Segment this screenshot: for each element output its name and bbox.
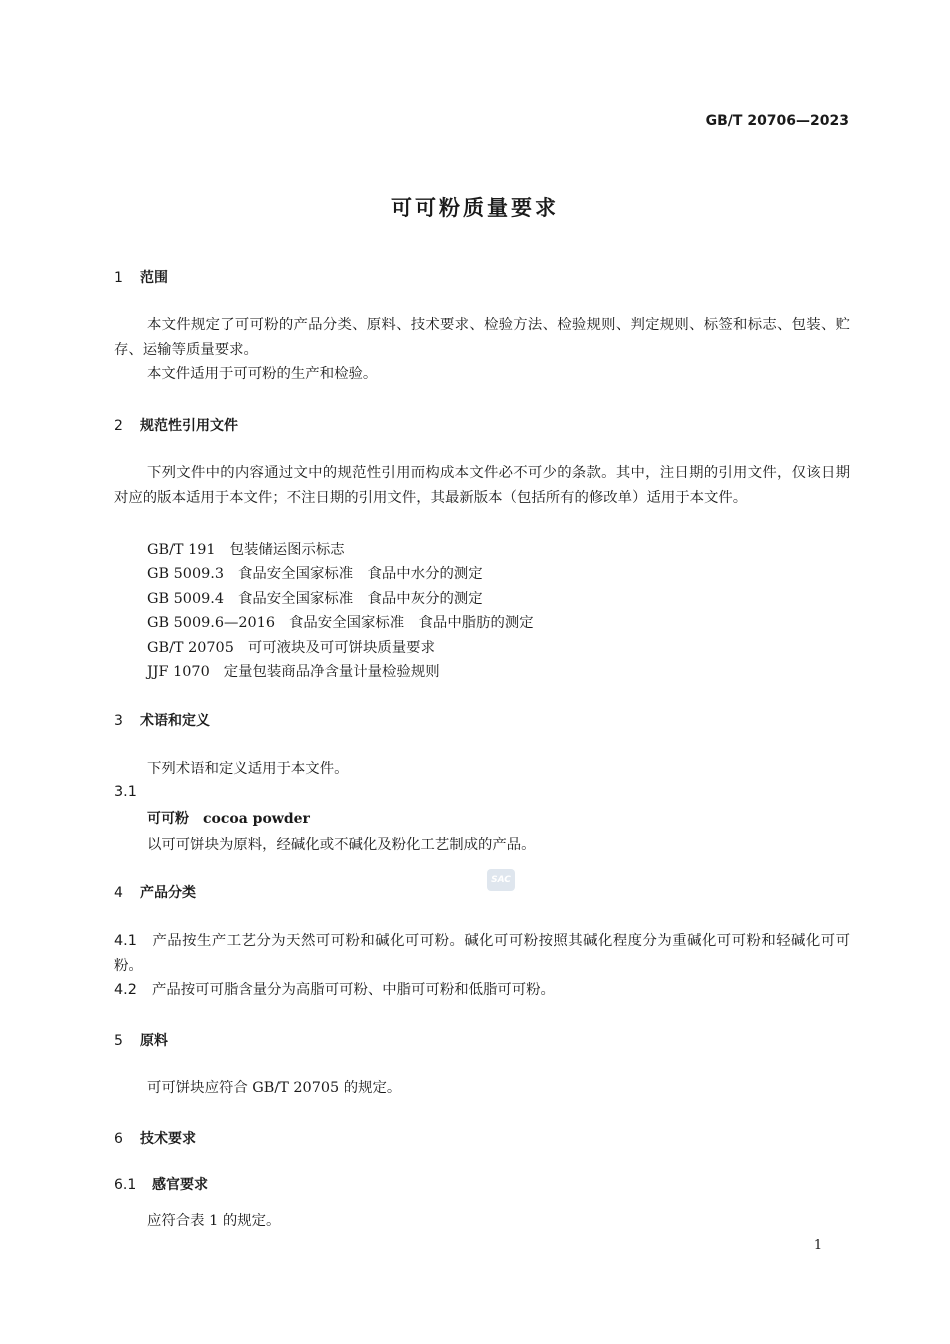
- reference-code: JJF 1070: [147, 664, 210, 680]
- standard-number: GB/T 20706—2023: [705, 113, 849, 129]
- subsection-title: 感官要求: [152, 1177, 208, 1193]
- reference-code: GB 5009.4: [147, 591, 224, 607]
- reference-item: [147, 660, 440, 681]
- page-number: 1: [813, 1238, 823, 1253]
- section-title: 原料: [140, 1033, 168, 1049]
- section-5-paragraph-1: 可可饼块应符合 GB/T 20705 的规定。: [147, 1080, 402, 1096]
- reference-name: 食品安全国家标准 食品中脂肪的测定: [289, 615, 534, 631]
- section-4-heading: [114, 882, 196, 902]
- term-chinese: 可可粉: [147, 811, 189, 827]
- reference-name: 定量包装商品净含量计量检验规则: [223, 664, 440, 680]
- reference-item: [147, 562, 483, 583]
- section-2-paragraph-1: 下列文件中的内容通过文中的规范性引用而构成本文件必不可少的条款。其中，注日期的引用文件，仅该日期对应的版本适用于本文件；不注日期的引用文件，其最新版本（包括所有的修改单）适用于本文件。: [114, 465, 850, 506]
- reference-item: [147, 538, 345, 559]
- clause-4-2: [114, 978, 850, 1003]
- section-6-1-paragraph-1: 应符合表 1 的规定。: [147, 1213, 281, 1229]
- clause-number: 4.2: [114, 982, 137, 998]
- section-6-heading: [114, 1128, 196, 1148]
- section-1-paragraph-1: 本文件规定了可可粉的产品分类、原料、技术要求、检验方法、检验规则、判定规则、标签和标志、包装、贮存、运输等质量要求。: [114, 317, 850, 358]
- reference-item: [147, 611, 534, 632]
- clause-number: 4.1: [114, 933, 137, 949]
- section-1-heading: [114, 267, 168, 287]
- reference-code: GB/T 20705: [147, 640, 234, 656]
- reference-item: [147, 587, 483, 608]
- section-title: 产品分类: [140, 885, 196, 901]
- reference-code: GB 5009.3: [147, 566, 224, 582]
- reference-code: GB/T 191: [147, 542, 216, 558]
- section-title: 术语和定义: [140, 713, 210, 729]
- section-5-heading: [114, 1030, 168, 1050]
- subsection-number: 6.1: [114, 1177, 137, 1193]
- section-3-paragraph-1: 下列术语和定义适用于本文件。: [147, 761, 349, 777]
- section-title: 范围: [140, 270, 168, 286]
- section-number: 1: [114, 270, 123, 286]
- section-number: 4: [114, 885, 123, 901]
- section-title: 规范性引用文件: [140, 418, 238, 434]
- reference-item: [147, 636, 435, 657]
- reference-name: 食品安全国家标准 食品中灰分的测定: [238, 591, 483, 607]
- reference-code: GB 5009.6—2016: [147, 615, 276, 631]
- subsection-6-1-heading: [114, 1174, 208, 1194]
- term-title: [147, 808, 310, 828]
- clause-text: 产品按生产工艺分为天然可可粉和碱化可可粉。碱化可可粉按照其碱化程度分为重碱化可可粉和轻碱化可可粉。: [114, 933, 850, 974]
- document-title: 可可粉质量要求: [391, 196, 559, 220]
- section-2-heading: [114, 415, 238, 435]
- reference-name: 包装储运图示标志: [229, 542, 345, 558]
- clause-4-1: [114, 929, 850, 978]
- section-title: 技术要求: [140, 1131, 196, 1147]
- section-number: 2: [114, 418, 123, 434]
- sac-watermark-logo: SAC: [487, 869, 515, 891]
- term-number: 3.1: [114, 784, 137, 800]
- term-english: cocoa powder: [203, 811, 310, 827]
- reference-name: 可可液块及可可饼块质量要求: [247, 640, 435, 656]
- section-1-paragraph-2: 本文件适用于可可粉的生产和检验。: [147, 366, 378, 382]
- section-3-heading: [114, 710, 210, 730]
- section-number: 6: [114, 1131, 123, 1147]
- clause-text: 产品按可可脂含量分为高脂可可粉、中脂可可粉和低脂可可粉。: [152, 982, 555, 998]
- term-definition: 以可可饼块为原料，经碱化或不碱化及粉化工艺制成的产品。: [147, 837, 536, 853]
- section-number: 5: [114, 1033, 123, 1049]
- section-number: 3: [114, 713, 123, 729]
- reference-name: 食品安全国家标准 食品中水分的测定: [238, 566, 483, 582]
